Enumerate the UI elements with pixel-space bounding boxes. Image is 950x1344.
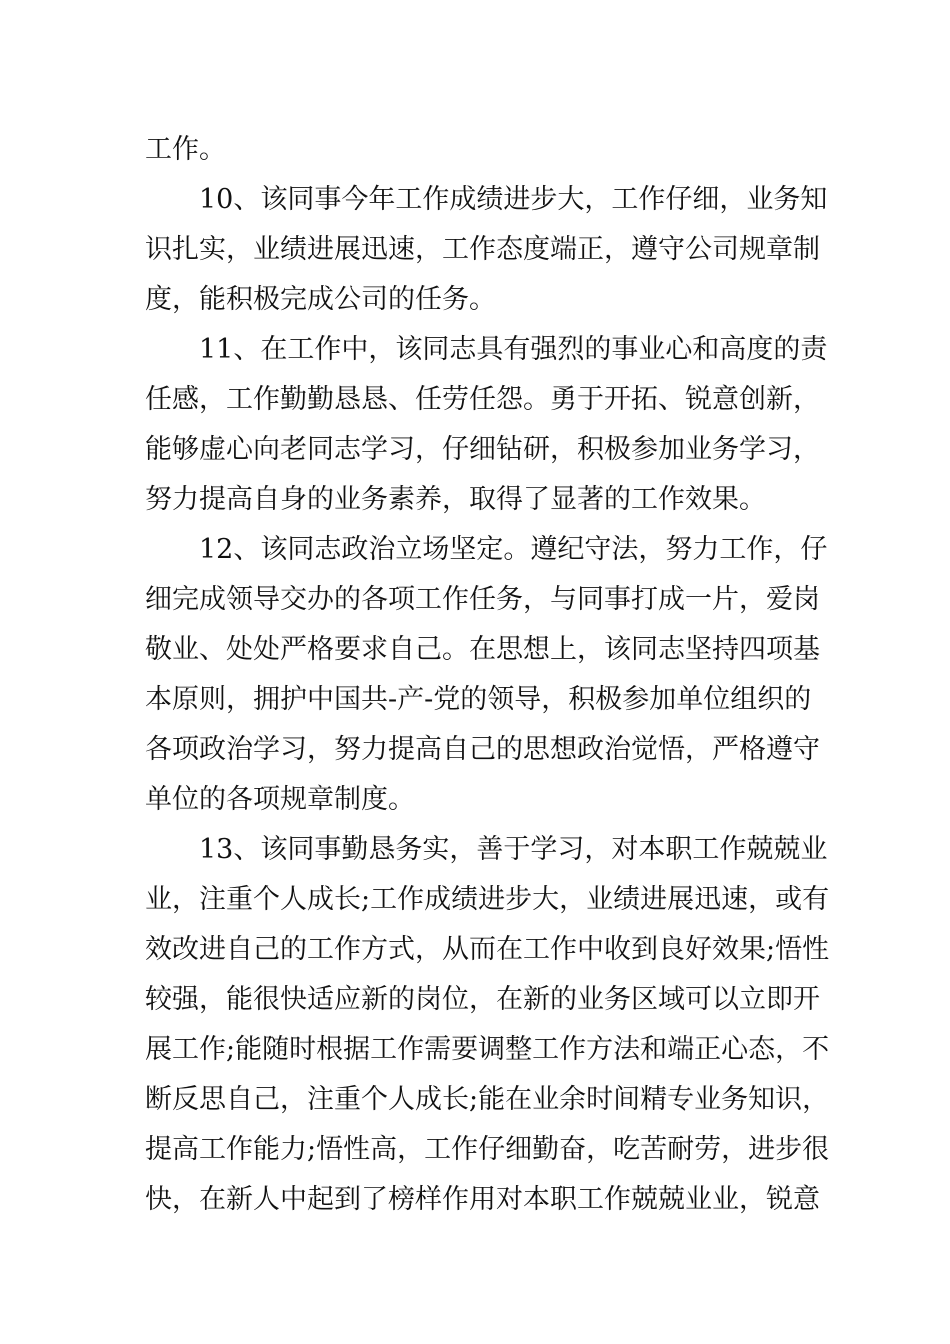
text-line: 各项政治学习，努力提高自己的思想政治觉悟，严格遵守: [145, 734, 820, 765]
text-line: 度，能积极完成公司的任务。: [145, 284, 496, 315]
text-line: 工作。: [145, 134, 226, 165]
text-line: 展工作;能随时根据工作需要调整工作方法和端正心态，不: [145, 1034, 830, 1065]
text-line: 任感，工作勤勤恳恳、任劳任怨。勇于开拓、锐意创新，: [145, 384, 820, 415]
text-line: 能够虚心向老同志学习，仔细钻研，积极参加业务学习，: [145, 434, 820, 465]
text-line: 本原则，拥护中国共-产-党的领导，积极参加单位组织的: [145, 684, 812, 715]
text-line: 识扎实，业绩进展迅速，工作态度端正，遵守公司规章制: [145, 234, 820, 265]
text-line: 单位的各项规章制度。: [145, 784, 415, 815]
text-line: 快，在新人中起到了榜样作用对本职工作兢兢业业，锐意: [145, 1184, 820, 1215]
text-line: 业，注重个人成长;工作成绩进步大，业绩进展迅速，或有: [145, 884, 830, 915]
text-line: 提高工作能力;悟性高，工作仔细勤奋，吃苦耐劳，进步很: [145, 1134, 830, 1165]
paragraph-10-line: 10、该同事今年工作成绩进步大，工作仔细，业务知: [199, 184, 828, 215]
text-line: 较强，能很快适应新的岗位，在新的业务区域可以立即开: [145, 984, 820, 1015]
paragraph-12-line: 12、该同志政治立场坚定。遵纪守法，努力工作，仔: [199, 534, 828, 565]
text-line: 敬业、处处严格要求自己。在思想上，该同志坚持四项基: [145, 634, 820, 665]
paragraph-11-line: 11、在工作中，该同志具有强烈的事业心和高度的责: [199, 334, 828, 365]
text-line: 细完成领导交办的各项工作任务，与同事打成一片，爱岗: [145, 584, 820, 615]
paragraph-13-line: 13、该同事勤恳务实，善于学习，对本职工作兢兢业: [199, 834, 828, 865]
text-line: 努力提高自身的业务素养，取得了显著的工作效果。: [145, 484, 766, 515]
text-line: 效改进自己的工作方式，从而在工作中收到良好效果;悟性: [145, 934, 830, 965]
text-line: 断反思自己，注重个人成长;能在业余时间精专业务知识，: [145, 1084, 830, 1115]
